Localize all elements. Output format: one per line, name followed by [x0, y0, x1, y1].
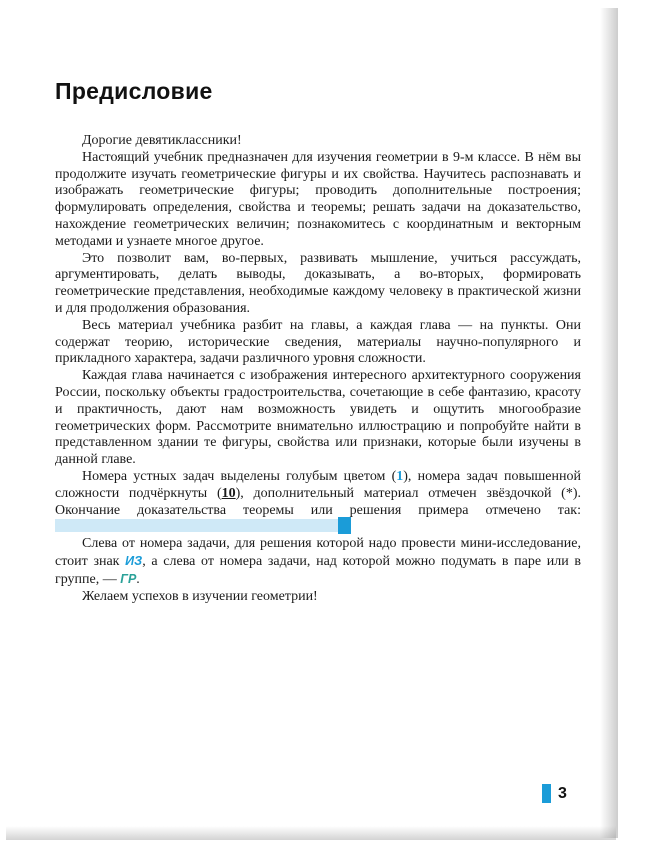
- mini-research-sign: ИЗ: [125, 553, 143, 568]
- page-title: Предисловие: [55, 78, 213, 104]
- signs-text-1: Слева от номера задачи, для решения которой надо провести мини-исследование, стоит знак: [55, 536, 581, 569]
- paragraph-greeting: Дорогие девятиклассники!: [82, 133, 242, 148]
- paragraph-intro: Настоящий учебник предназначен для изучения геометрии в 9-м классе. В нём вы продолжите изучать геометрические фигуры и их свойства. Научитесь распознавать и изображать геометрические фигуры; проводить дополнительные построения; формулировать определения, свойства и теоремы; решать задачи на доказательство, нахождение геометрических величин; познакомитесь с координатным и векторным методами и узнаете многое другое.: [55, 149, 581, 249]
- paragraph-chapters: Каждая глава начинается с изображения интересного архитектурного сооружения России, поскольку объекты градостроительства, сочетающие в себе фантазию, красоту и практичность, дают нам возможность увидеть и ощутить многообразие геометрических форм. Рассмотрите внимательно иллюстрацию и попробуйте найти в представленном здании те фигуры, свойства или признаки, которые были изучены в данной главе.: [55, 368, 581, 468]
- advanced-task-number: 10: [221, 485, 236, 501]
- page-number-bar: [542, 784, 551, 803]
- signs-text-3: .: [136, 571, 140, 587]
- markers-text-2: ), номера задач повышенной сложности подчёркнуты (: [55, 468, 581, 501]
- group-work-sign: ГР: [120, 571, 137, 586]
- signs-text-2: , а слева от номера задачи, над которой можно подумать в паре или в группе, —: [55, 553, 581, 587]
- page-edge-shadow-right: [600, 8, 618, 838]
- paragraph-closing: Желаем успехов в изучении геометрии!: [82, 588, 318, 604]
- easy-task-number: 1: [396, 468, 404, 484]
- paragraph-signs: [55, 536, 581, 588]
- paragraph-benefits: Это позволит вам, во-первых, развивать мышление, учиться рассуждать, аргументировать, делать выводы, доказывать, а во-вторых, формировать геометрические представления, необходимые каждому человеку в практической жизни и для продолжения образования.: [55, 250, 581, 316]
- page-content: [55, 78, 581, 605]
- markers-text-3: ), дополнительный материал отмечен звёздочкой (*). Окончание доказательства теоремы или решения примера отмечено так:: [55, 485, 581, 518]
- page-number: 3: [558, 784, 567, 802]
- paragraph-structure: Весь материал учебника разбит на главы, а каждая глава — на пункты. Они содержат теорию, исторические сведения, материалы научно-популярного и прикладного характера, задачи различного уровня сложности.: [55, 317, 581, 367]
- page-edge-shadow-bottom: [6, 826, 616, 840]
- markers-text-1: Номера устных задач выделены голубым цветом (: [82, 468, 397, 484]
- qed-end-marker: [338, 517, 351, 534]
- paragraph-markers: [55, 469, 581, 536]
- scanned-book-page: [6, 8, 616, 838]
- page-footer: [542, 784, 567, 803]
- qed-highlight-bar: [55, 519, 351, 532]
